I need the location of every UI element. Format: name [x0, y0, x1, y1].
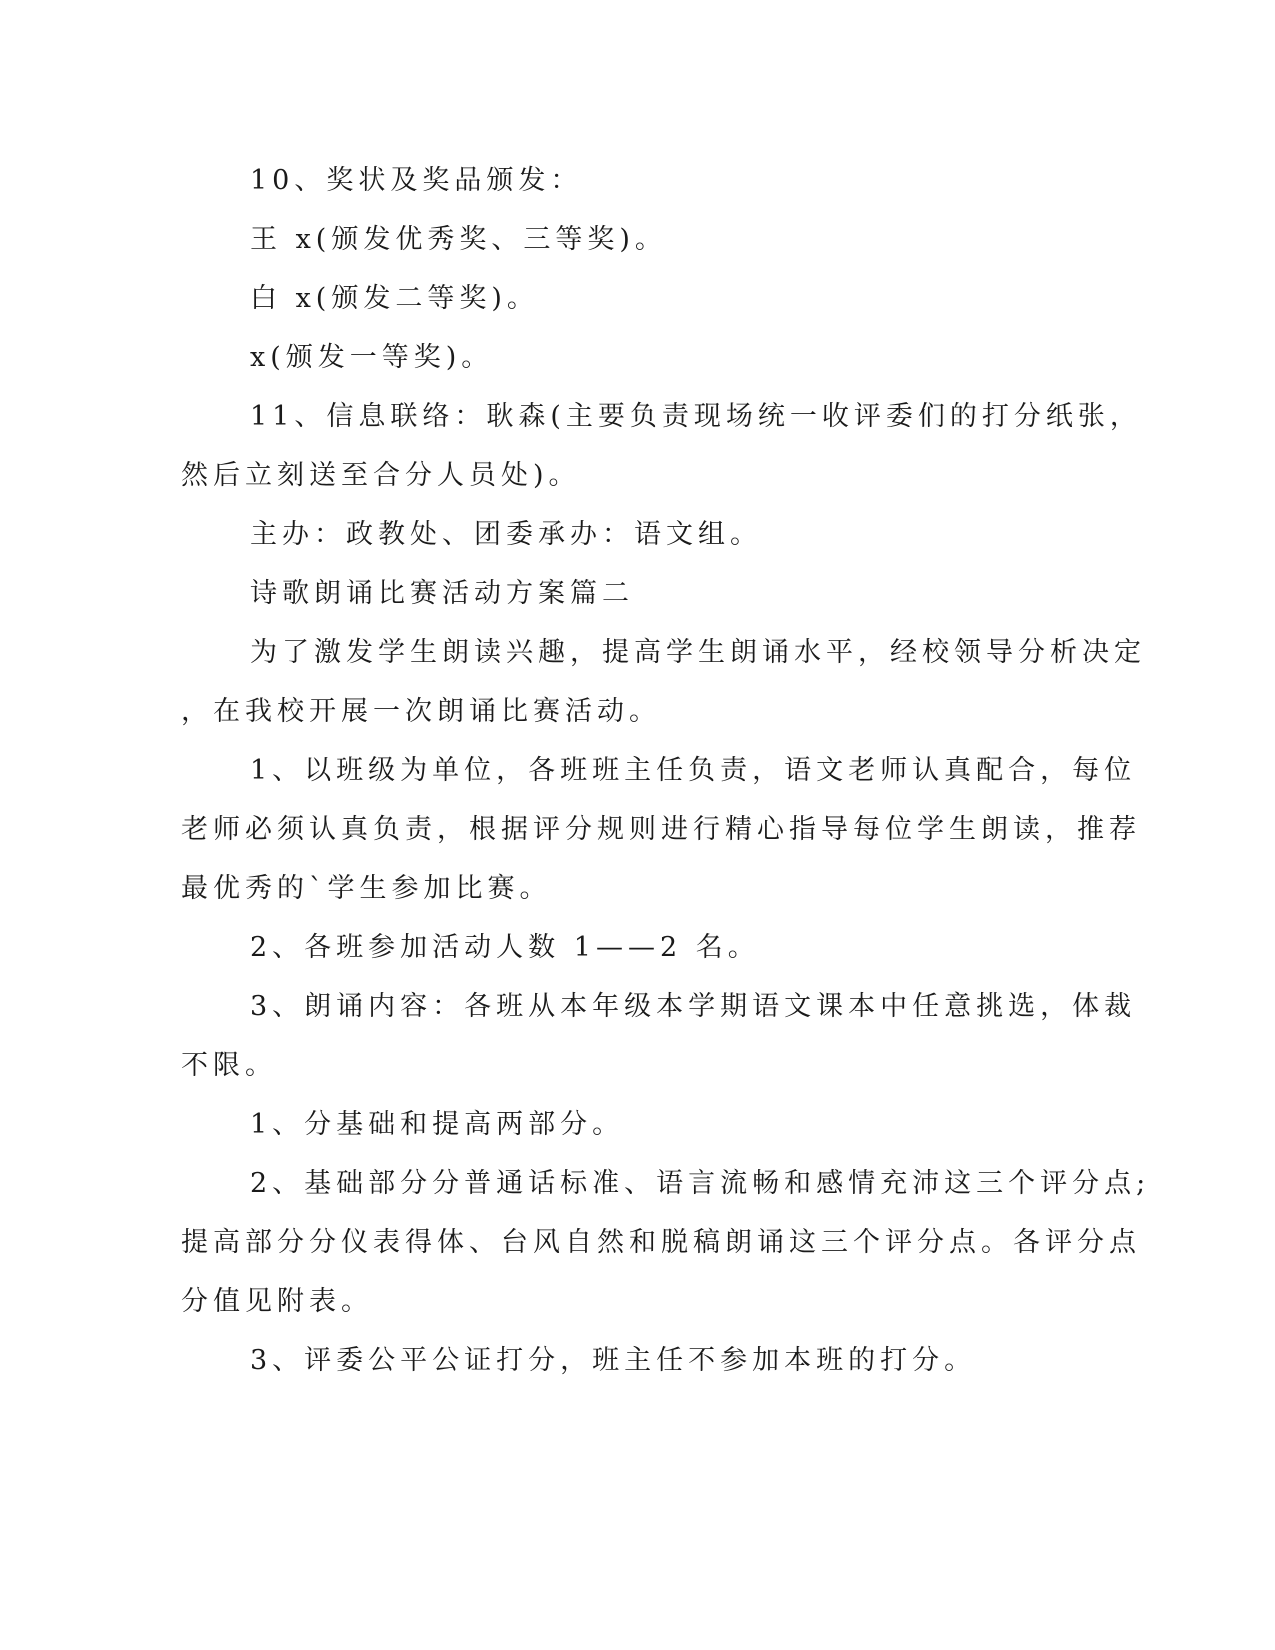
text-line: 3、朗诵内容：各班从本年级本学期语文课本中任意挑选，体裁: [250, 991, 1137, 1022]
text-line: 老师必须认真负责，根据评分规则进行精心指导每位学生朗读，推荐: [181, 814, 1141, 845]
text-line: 王 x(颁发优秀奖、三等奖)。: [250, 224, 667, 255]
text-line: 10、奖状及奖品颁发：: [250, 165, 583, 196]
text-line: 提高部分分仪表得体、台风自然和脱稿朗诵这三个评分点。各评分点: [181, 1227, 1141, 1258]
text-line: 不限。: [181, 1050, 277, 1081]
text-line: 1、分基础和提高两部分。: [250, 1109, 625, 1140]
text-line: 然后立刻送至合分人员处)。: [181, 460, 581, 491]
text-line: 1、以班级为单位，各班班主任负责，语文老师认真配合，每位: [250, 755, 1137, 786]
text-line: 分值见附表。: [181, 1286, 373, 1317]
text-line: 白 x(颁发二等奖)。: [250, 283, 539, 314]
text-line: 2、基础部分分普通话标准、语言流畅和感情充沛这三个评分点;: [250, 1168, 1151, 1199]
section-heading: 诗歌朗诵比赛活动方案篇二: [250, 578, 634, 609]
text-line: 为了激发学生朗读兴趣，提高学生朗诵水平，经校领导分析决定: [250, 637, 1146, 668]
text-line: 11、信息联络：耿森(主要负责现场统一收评委们的打分纸张，: [250, 401, 1142, 432]
text-line: 2、各班参加活动人数 1——2 名。: [250, 932, 760, 963]
text-line: ，在我校开展一次朗诵比赛活动。: [181, 696, 661, 727]
text-line: 最优秀的`学生参加比赛。: [181, 873, 552, 904]
text-line: 3、评委公平公证打分，班主任不参加本班的打分。: [250, 1345, 977, 1376]
text-line: 主办：政教处、团委承办：语文组。: [250, 519, 762, 550]
text-line: x(颁发一等奖)。: [250, 342, 494, 373]
